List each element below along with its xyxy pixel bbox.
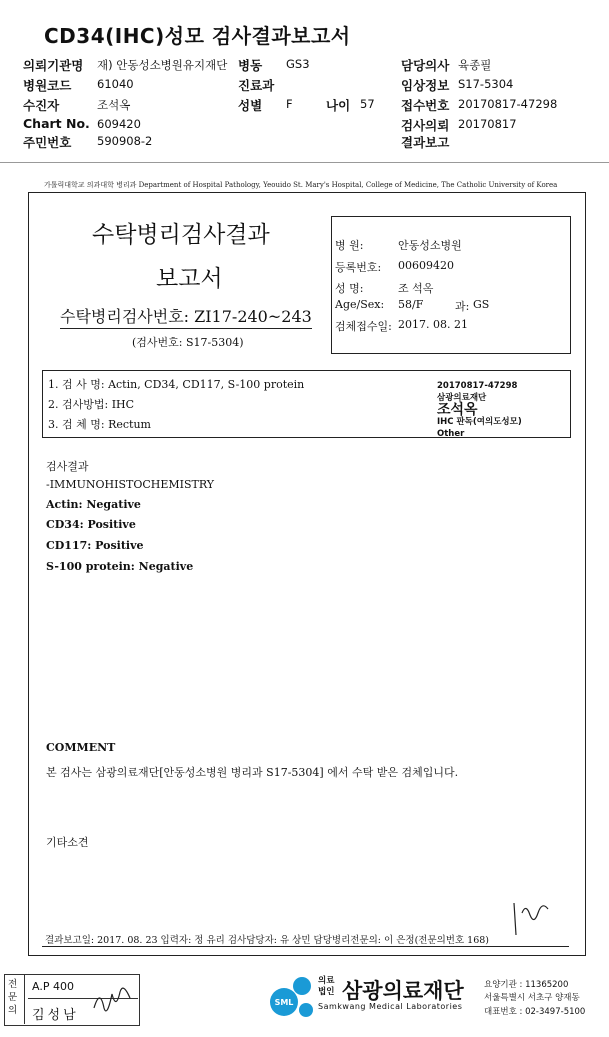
org-type: 의료 법인 xyxy=(318,976,335,997)
sticker-other: Other xyxy=(437,429,465,439)
result-actin: Actin: Negative xyxy=(46,498,141,511)
patient-label-name: 성 명: xyxy=(335,282,364,295)
page-title: CD34(IHC)성모 검사결과보고서 xyxy=(44,24,351,48)
field-value-institution: 재) 안동성소병원유지재단 xyxy=(97,58,228,72)
test-info-name: 1. 검 사 명: Actin, CD34, CD117, S-100 protein xyxy=(48,378,305,391)
contact-address: 서울특별시 서초구 양재동 xyxy=(484,993,580,1003)
test-info-method: 2. 검사방법: IHC xyxy=(48,398,135,411)
sticker-accession: 20170817-47298 xyxy=(437,381,518,391)
patient-value-received: 2017. 08. 21 xyxy=(398,318,468,331)
field-value-clinical-info: S17-5304 xyxy=(458,77,514,91)
field-value-ward: GS3 xyxy=(286,57,310,71)
patient-label-hospital: 병 원: xyxy=(335,239,364,252)
results-heading: 검사결과 xyxy=(46,460,89,473)
field-value-chart-no: 609420 xyxy=(97,117,141,131)
result-s100: S-100 protein: Negative xyxy=(46,560,194,573)
field-value-hospital-code: 61040 xyxy=(97,77,134,91)
field-label-resident-no: 주민번호 xyxy=(23,135,72,150)
sticker-test: IHC 판독(여의도성모) xyxy=(437,417,522,427)
field-label-sex: 성별 xyxy=(238,98,263,113)
field-label-request-date: 검사의뢰 xyxy=(401,118,450,133)
patient-label-regno: 등록번호: xyxy=(335,261,382,274)
field-label-department: 진료과 xyxy=(238,78,275,93)
comment-heading: COMMENT xyxy=(46,741,116,754)
patient-value-hospital: 안동성소병원 xyxy=(398,239,462,252)
stamp-role: 전문의 xyxy=(8,979,18,1016)
patient-value-agesex: 58/F xyxy=(398,298,424,311)
signer-signature xyxy=(88,980,136,1020)
specimen-sticker xyxy=(437,380,522,440)
field-label-institution: 의뢰기관명 xyxy=(23,58,84,73)
field-value-resident-no: 590908-2 xyxy=(97,134,153,148)
header-divider xyxy=(0,162,609,163)
field-label-patient: 수진자 xyxy=(23,98,60,113)
ap-number: A.P 400 xyxy=(32,980,74,993)
report-footer: 결과보고일: 2017. 08. 23 입력자: 정 유리 검사담당자: 유 상민 담당병리전문의: 이 은정(전문의번호 168) xyxy=(45,935,490,946)
field-label-accession: 접수번호 xyxy=(401,98,450,113)
patient-value-regno: 00609420 xyxy=(398,259,454,272)
footer-rule xyxy=(42,946,569,947)
field-label-clinical-info: 임상정보 xyxy=(401,78,450,93)
field-value-request-date: 20170817 xyxy=(458,117,517,131)
result-cd34: CD34: Positive xyxy=(46,518,136,531)
report-header xyxy=(0,0,609,165)
contact-code: 요양기관 : 11365200 xyxy=(484,980,569,990)
contact-phone: 대표번호 : 02-3497-5100 xyxy=(484,1007,586,1017)
patient-label-agesex: Age/Sex: xyxy=(335,298,385,311)
pathologist-signature xyxy=(500,895,570,940)
sticker-org: 삼광의료재단 xyxy=(437,393,487,403)
outsourced-number: 수탁병리검사번호: ZI17-240~243 xyxy=(60,304,312,329)
test-info-specimen: 3. 검 체 명: Rectum xyxy=(48,418,151,431)
department-line: 가톨릭대학교 의과대학 병리과 Department of Hospital Pathology, Yeouido St. Mary's Hospital, College of Medicine, The Catholic University of Korea xyxy=(44,181,558,189)
field-label-result-report: 결과보고 xyxy=(401,135,450,150)
field-label-chart-no: Chart No. xyxy=(23,116,90,131)
results-method: -IMMUNOHISTOCHEMISTRY xyxy=(46,478,215,491)
field-label-doctor: 담당의사 xyxy=(401,58,450,73)
patient-label-dept: 과: xyxy=(455,300,470,313)
field-value-patient: 조석옥 xyxy=(97,98,131,112)
patient-label-received: 검체접수일: xyxy=(335,320,392,333)
sml-logo-icon xyxy=(266,972,316,1022)
signer-name: 김성남 xyxy=(32,1008,79,1023)
comment-text: 본 검사는 삼광의료재단[안동성소병원 병리과 S17-5304] 에서 수탁 받은 검체입니다. xyxy=(46,766,459,779)
sml-logo-text: SML xyxy=(274,998,294,1007)
field-label-age: 나이 xyxy=(326,98,351,113)
field-value-sex: F xyxy=(286,97,293,111)
report-title-line2: 보고서 xyxy=(156,266,223,292)
report-title-line1: 수탁병리검사결과 xyxy=(92,222,270,248)
patient-value-dept: GS xyxy=(473,298,490,311)
test-number: (검사번호: S17-5304) xyxy=(132,336,244,349)
field-label-hospital-code: 병원코드 xyxy=(23,78,72,93)
field-value-age: 57 xyxy=(360,97,375,111)
sticker-patient: 조석옥 xyxy=(437,402,478,418)
org-name: 삼광의료재단 xyxy=(342,979,464,1003)
field-label-ward: 병동 xyxy=(238,58,263,73)
other-findings-heading: 기타소견 xyxy=(46,836,89,849)
result-cd117: CD117: Positive xyxy=(46,539,144,552)
field-value-accession: 20170817-47298 xyxy=(458,97,558,111)
patient-value-name: 조 석옥 xyxy=(398,282,434,295)
org-english-name: Samkwang Medical Laboratories xyxy=(318,1002,463,1011)
field-value-doctor: 육종필 xyxy=(458,58,492,72)
